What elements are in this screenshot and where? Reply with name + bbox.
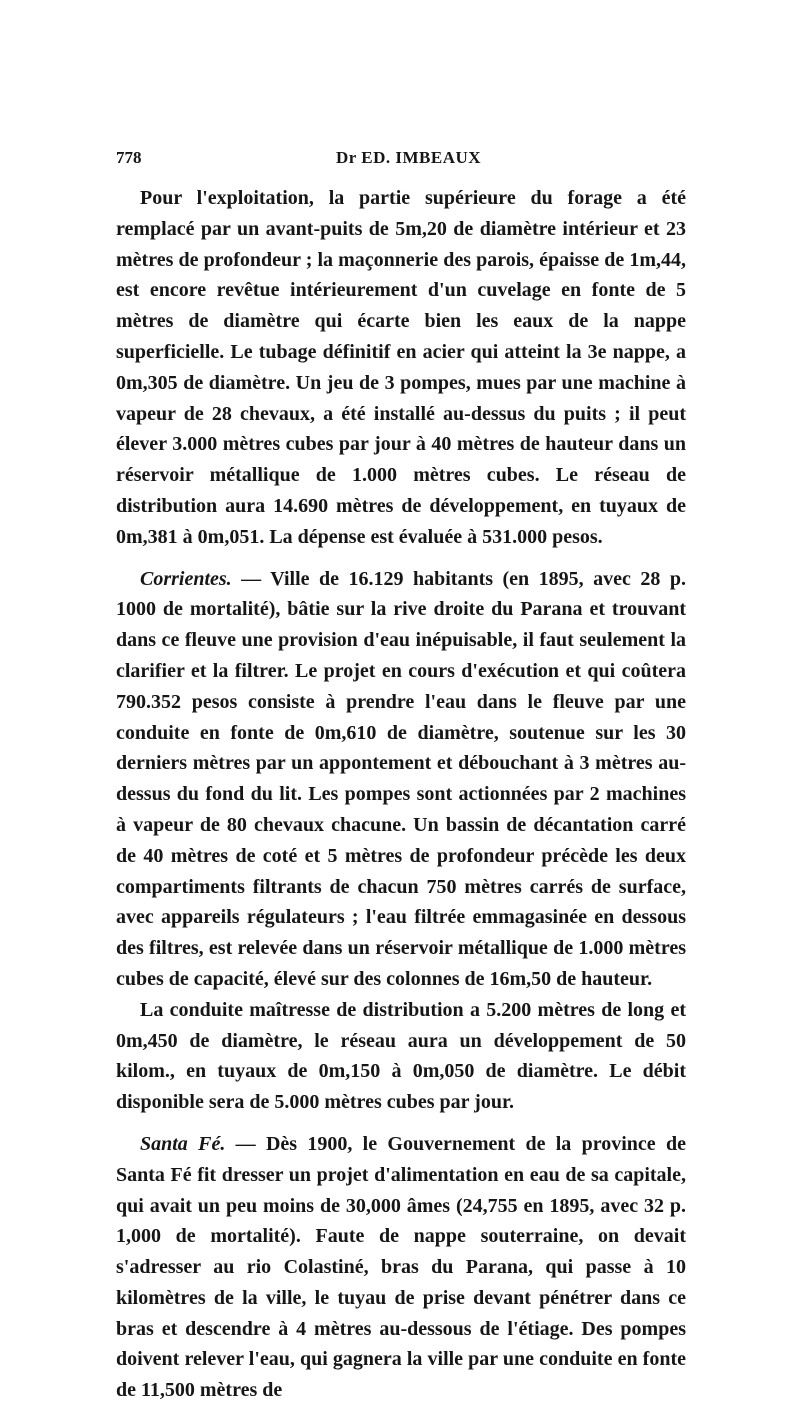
paragraph-text: La conduite maîtresse de distribution a 5.200 mètres de long et 0m,450 de diamètre, le réseau aura un développement de 50 kilom., en tuyaux de 0m,150 à 0m,050 de diamètre. Le débit disponible sera de 5.000 mètres cubes par jour. — [116, 998, 686, 1114]
paragraph-text: Pour l'exploitation, la partie supérieure du forage a été remplacé par un avant-puits de 5m,20 de diamètre intérieur et 23 mètres de profondeur ; la maçonnerie des parois, épaisse de 1m,44, est encore revêtue intérieurement d'un cuvelage en fonte de 5 mètres de diamètre qui écarte bien les eaux de la nappe superficielle. Le tubage définitif en acier qui atteint la 3e nappe, a 0m,305 de diamètre. Un jeu de 3 pompes, mues par une machine à vapeur de 28 chevaux, a été installé au-dessus du puits ; il peut élever 3.000 mètres cubes par jour à 40 mètres de hauteur dans un réservoir métallique de 1.000 mètres cubes. Le réseau de distribution aura 14.690 mètres de développement, en tuyaux de 0m,381 à 0m,051. La dépense est évaluée à 531.000 pesos. — [116, 187, 686, 548]
paragraph-conduite — [116, 995, 686, 1118]
paragraph-text: — Dès 1900, le Gouvernement de la province de Santa Fé fit dresser un projet d'alimentation en eau de sa capitale, qui avait un peu moins de 30,000 âmes (24,755 en 1895, avec 32 p. 1,000 de mortalité). Faute de nappe souterraine, on devait s'adresser au rio Colastiné, bras du Parana, qui passe à 10 kilomètres de la ville, le tuyau de prise devant pénétrer dans ce bras et descendre à 4 mètres au-dessous de l'étiage. Des pompes doivent relever l'eau, qui gagnera la ville par une conduite en fonte de 11,500 mètres de — [116, 1132, 686, 1402]
paragraph-santa-fe — [116, 1129, 686, 1406]
page-number: 778 — [116, 148, 142, 167]
section-name-santa-fe: Santa Fé. — [140, 1132, 226, 1155]
running-head — [116, 148, 686, 174]
paragraph-text: — Ville de 16.129 habitants (en 1895, avec 28 p. 1000 de mortalité), bâtie sur la rive droite du Parana et trouvant dans ce fleuve une provision d'eau inépuisable, il faut seulement la clarifier et la filtrer. Le projet en cours d'exécution et qui coûtera 790.352 pesos consiste à prendre l'eau dans le fleuve par une conduite en fonte de 0m,610 de diamètre, soutenue sur les 30 derniers mètres par un appontement et débouchant à 3 mètres au-dessus du fond du lit. Les pompes sont actionnées par 2 machines à vapeur de 80 chevaux chacune. Un bassin de décantation carré de 40 mètres de coté et 5 mètres de profondeur précède les deux compartiments filtrants de chacun 750 mètres carrés de surface, avec appareils régulateurs ; l'eau filtrée emmagasinée en dessous des filtres, est relevée dans un réservoir métallique de 1.000 mètres cubes de capacité, élevé sur des colonnes de 16m,50 de hauteur. — [116, 567, 686, 990]
paragraph-corrientes — [116, 564, 686, 995]
body-text — [116, 183, 686, 1406]
running-title: Dr ED. IMBEAUX — [336, 148, 482, 167]
paragraph-forage — [116, 183, 686, 553]
section-name-corrientes: Corrientes. — [140, 567, 232, 590]
